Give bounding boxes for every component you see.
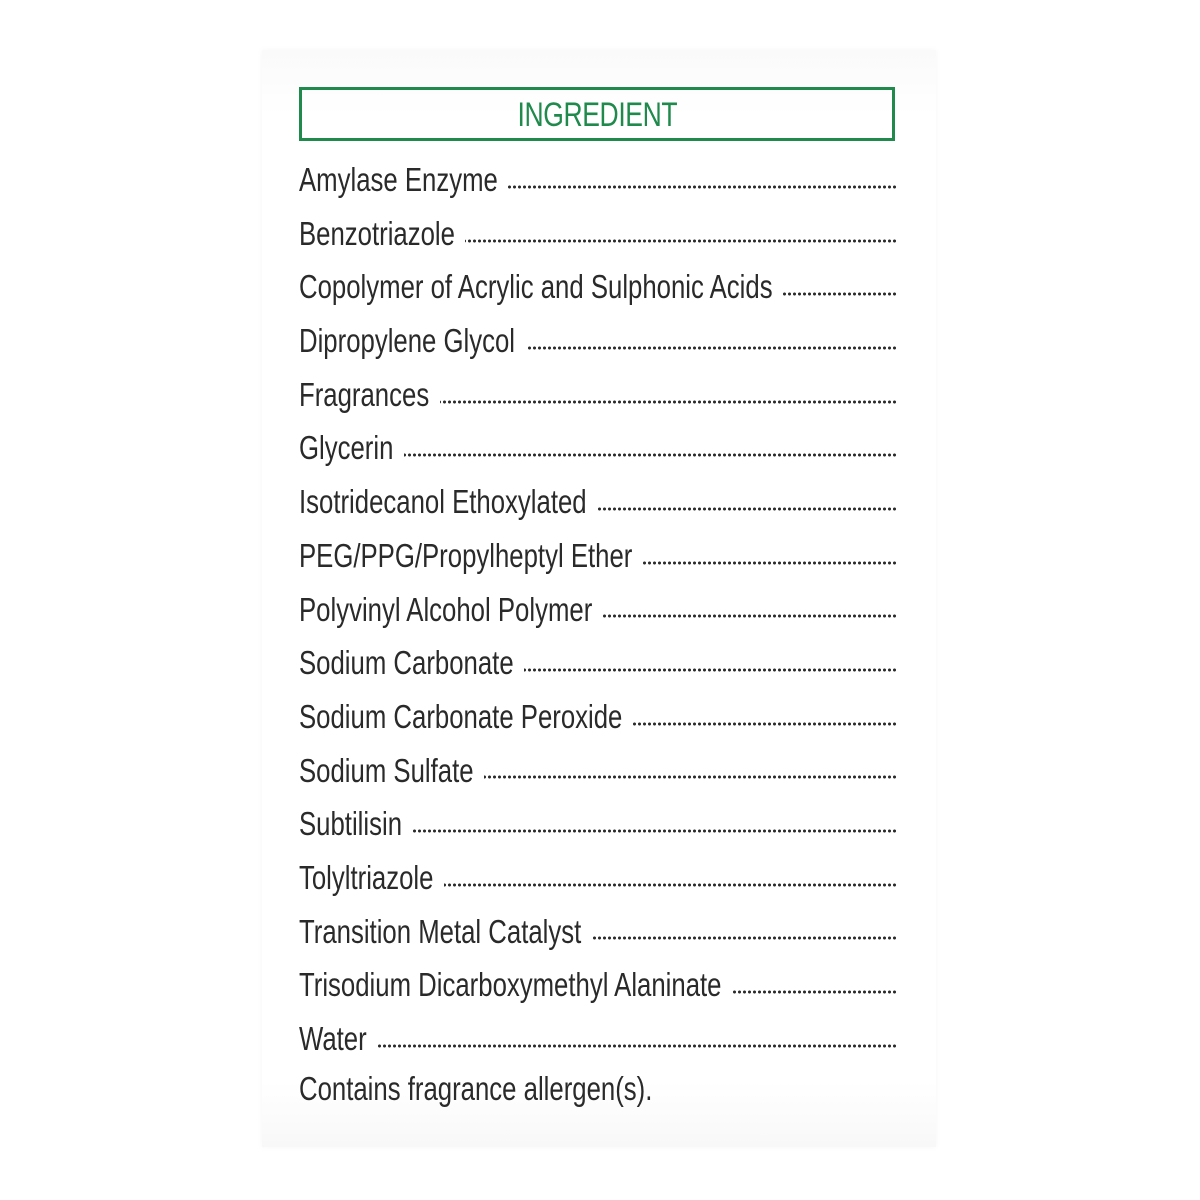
dot-leader — [508, 185, 897, 189]
ingredient-row — [299, 744, 897, 798]
ingredient-name: Fragrances — [299, 375, 430, 413]
ingredient-name: Polyvinyl Alcohol Polymer — [299, 590, 593, 628]
dot-leader — [413, 829, 897, 833]
dot-leader — [783, 292, 897, 296]
ingredient-header-box — [299, 87, 895, 141]
ingredient-name: Sodium Carbonate — [299, 644, 514, 682]
ingredient-row — [299, 368, 897, 422]
dot-leader — [526, 346, 897, 350]
ingredient-row — [299, 153, 897, 207]
ingredient-name: Subtilisin — [299, 805, 403, 843]
ingredient-name: Water — [299, 1020, 367, 1057]
fragrance-allergen-note: Contains fragrance allergen(s). — [299, 1070, 653, 1107]
ingredient-row — [299, 207, 897, 261]
dot-leader — [597, 507, 897, 511]
dot-leader — [444, 883, 897, 887]
ingredient-name: Sodium Carbonate Peroxide — [299, 697, 623, 735]
ingredient-row — [299, 636, 897, 690]
dot-leader — [465, 239, 897, 243]
dot-leader — [524, 668, 897, 672]
ingredient-row — [299, 475, 897, 529]
ingredient-header-title: INGREDIENT — [517, 96, 677, 134]
ingredient-name: Isotridecanol Ethoxylated — [299, 483, 587, 521]
ingredient-row — [299, 690, 897, 744]
ingredient-row — [299, 1012, 897, 1066]
ingredient-row — [299, 421, 897, 475]
ingredient-row — [299, 797, 897, 851]
ingredient-name: PEG/PPG/Propylheptyl Ether — [299, 536, 633, 574]
dot-leader — [440, 400, 897, 404]
dot-leader — [633, 722, 897, 726]
ingredient-name: Dipropylene Glycol — [299, 322, 516, 360]
ingredient-row — [299, 529, 897, 583]
ingredient-row — [299, 583, 897, 637]
dot-leader — [484, 775, 897, 779]
ingredient-row — [299, 851, 897, 905]
dot-leader — [643, 561, 897, 565]
dot-leader — [404, 453, 897, 457]
ingredient-list — [299, 153, 897, 1066]
ingredient-name: Sodium Sulfate — [299, 751, 474, 789]
dot-leader — [592, 936, 897, 940]
ingredient-name: Amylase Enzyme — [299, 161, 498, 198]
ingredient-name: Glycerin — [299, 429, 394, 467]
ingredient-row — [299, 260, 897, 314]
ingredient-name: Copolymer of Acrylic and Sulphonic Acids — [299, 268, 773, 306]
ingredient-name: Transition Metal Catalyst — [299, 912, 582, 950]
ingredient-name: Tolyltriazole — [299, 858, 434, 896]
ingredient-row — [299, 314, 897, 368]
dot-leader — [603, 614, 897, 618]
ingredient-name: Trisodium Dicarboxymethyl Alaninate — [299, 966, 722, 1004]
dot-leader — [377, 1044, 897, 1048]
ingredient-name: Benzotriazole — [299, 214, 455, 252]
ingredient-row — [299, 905, 897, 959]
ingredient-row — [299, 958, 897, 1012]
dot-leader — [732, 990, 897, 994]
